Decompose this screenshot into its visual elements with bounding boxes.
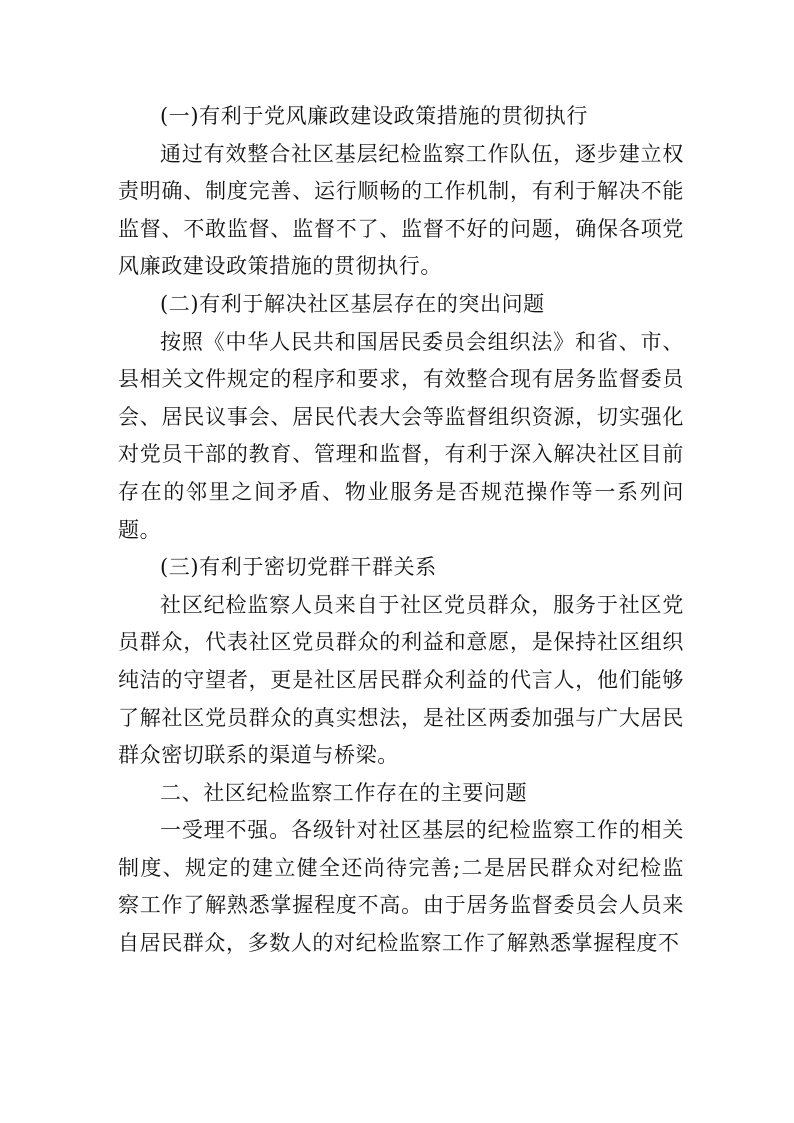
section-heading-2: (二)有利于解决社区基层存在的突出问题 bbox=[160, 291, 545, 316]
paragraph-1: 通过有效整合社区基层纪检监察工作队伍，逐步建立权责明确、制度完善、运行顺畅的工作机制，有利于解决不能监督、不敢监督、监督不了、监督不好的问题，确保各项党风廉政建设政策措施的贯彻执行。 bbox=[118, 141, 684, 279]
paragraph-4: 一受理不强。各级针对社区基层的纪检监察工作的相关制度、规定的建立健全还尚待完善;二是居民群众对纪检监察工作了解熟悉掌握程度不高。由于居务监督委员会人员来自居民群众，多数人的对纪检监察工作了解熟悉掌握程度不 bbox=[118, 818, 684, 956]
document-body bbox=[118, 98, 684, 963]
paragraph-2: 按照《中华人民共和国居民委员会组织法》和省、市、县相关文件规定的程序和要求，有效整合现有居务监督委员会、居民议事会、居民代表大会等监督组织资源，切实强化对党员干部的教育、管理和监督，有利于深入解决社区目前存在的邻里之间矛盾、物业服务是否规范操作等一系列问题。 bbox=[118, 329, 684, 542]
section-heading-4: 二、社区纪检监察工作存在的主要问题 bbox=[160, 780, 528, 805]
section-heading-3: (三)有利于密切党群干群关系 bbox=[160, 555, 437, 580]
paragraph-3: 社区纪检监察人员来自于社区党员群众，服务于社区党员群众，代表社区党员群众的利益和意愿，是保持社区组织纯洁的守望者，更是社区居民群众利益的代言人，他们能够了解社区党员群众的真实想法，是社区两委加强与广大居民群众密切联系的渠道与桥梁。 bbox=[118, 592, 684, 768]
section-heading-1: (一)有利于党风廉政建设政策措施的贯彻执行 bbox=[160, 104, 588, 128]
